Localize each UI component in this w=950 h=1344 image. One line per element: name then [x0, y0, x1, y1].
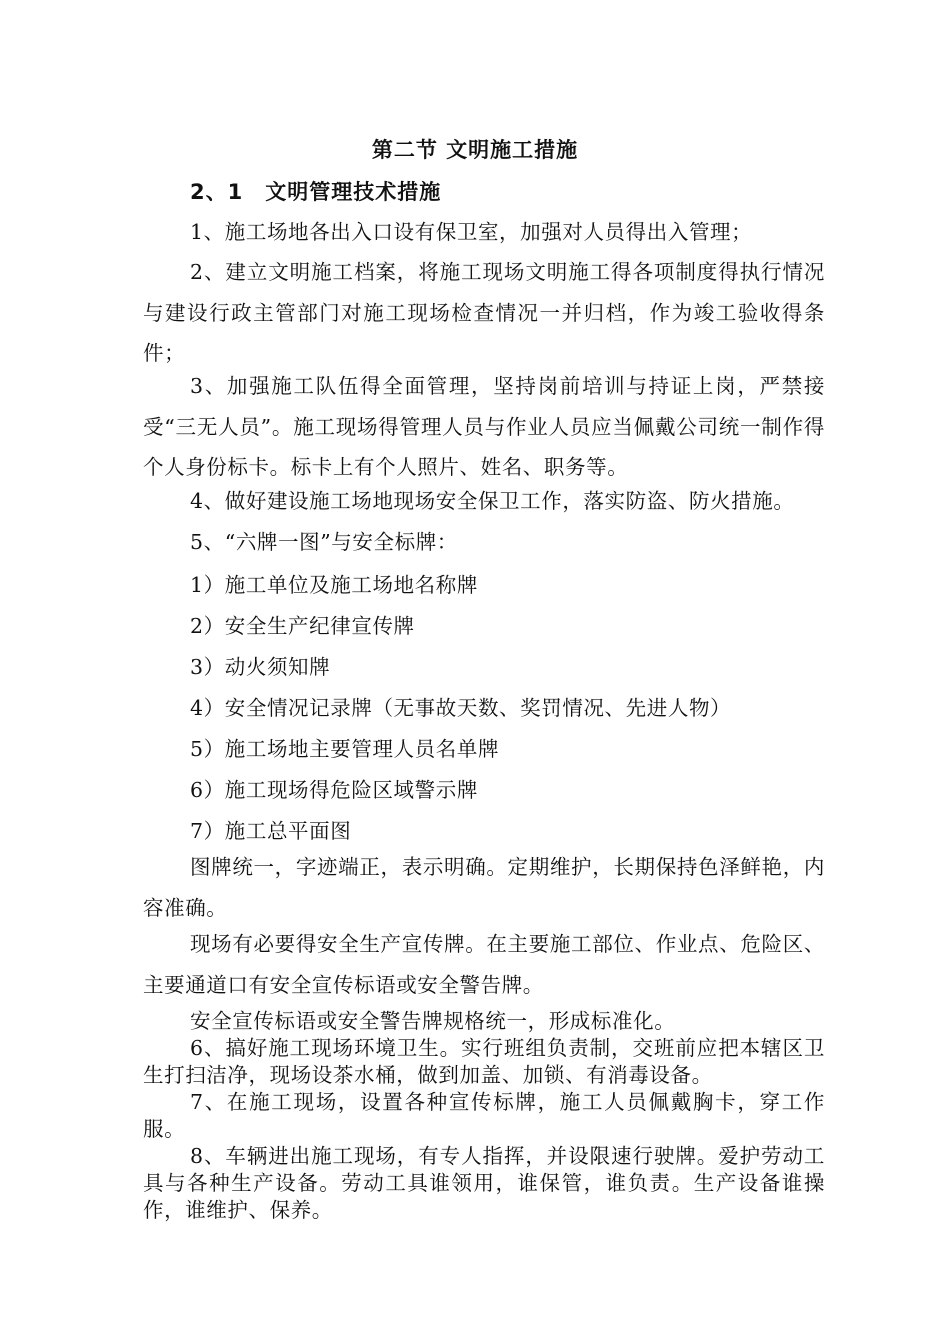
paragraph-3: 3、加强施工队伍得全面管理，坚持岗前培训与持证上岗，严禁接受“三无人员”。施工现场得管理人员与作业人员应当佩戴公司统一制作得个人身份标卡。标卡上有个人照片、姓名、职务等。: [143, 374, 825, 479]
paragraph-2: 2、建立文明施工档案，将施工现场文明施工得各项制度得执行情况与建设行政主管部门对施工现场检查情况一并归档，作为竣工验收得条件；: [143, 260, 825, 365]
section-title: 第二节 文明施工措施: [371, 138, 579, 162]
list-item: 5）施工场地主要管理人员名单牌: [190, 737, 500, 761]
list-item: 4）安全情况记录牌（无事故天数、奖罚情况、先进人物）: [190, 696, 732, 720]
subsection-title: 2、1 文明管理技术措施: [190, 180, 442, 204]
paragraph-4: 4、做好建设施工场地现场安全保卫工作，落实防盗、防火措施。: [190, 489, 795, 513]
paragraph-standardization: 安全宣传标语或安全警告牌规格统一，形成标准化。: [190, 1009, 676, 1033]
list-item: 6）施工现场得危险区域警示牌: [190, 778, 478, 802]
paragraph-7: 7、在施工现场，设置各种宣传标牌，施工人员佩戴胸卡，穿工作服。: [143, 1090, 825, 1141]
paragraph-warning-signs: 现场有必要得安全生产宣传牌。在主要施工部位、作业点、危险区、主要通道口有安全宣传标语或安全警告牌。: [143, 932, 825, 997]
list-item: 7）施工总平面图: [190, 819, 352, 843]
list-item: 3）动火须知牌: [190, 655, 331, 679]
paragraph-signage: 图牌统一，字迹端正，表示明确。定期维护，长期保持色泽鲜艳，内容准确。: [143, 855, 825, 920]
paragraph-1: 1、施工场地各出入口设有保卫室，加强对人员得出入管理；: [190, 220, 753, 244]
paragraph-8: 8、车辆进出施工现场，有专人指挥，并设限速行驶牌。爱护劳动工具与各种生产设备。劳动工具谁领用，谁保管，谁负责。生产设备谁操作，谁维护、保养。: [143, 1144, 825, 1222]
paragraph-5: 5、“六牌一图”与安全标牌：: [190, 530, 458, 554]
list-item: 1）施工单位及施工场地名称牌: [190, 573, 478, 597]
list-item: 2）安全生产纪律宣传牌: [190, 614, 415, 638]
paragraph-6: 6、搞好施工现场环境卫生。实行班组负责制，交班前应把本辖区卫生打扫洁净，现场设茶水桶，做到加盖、加锁、有消毒设备。: [143, 1036, 825, 1087]
